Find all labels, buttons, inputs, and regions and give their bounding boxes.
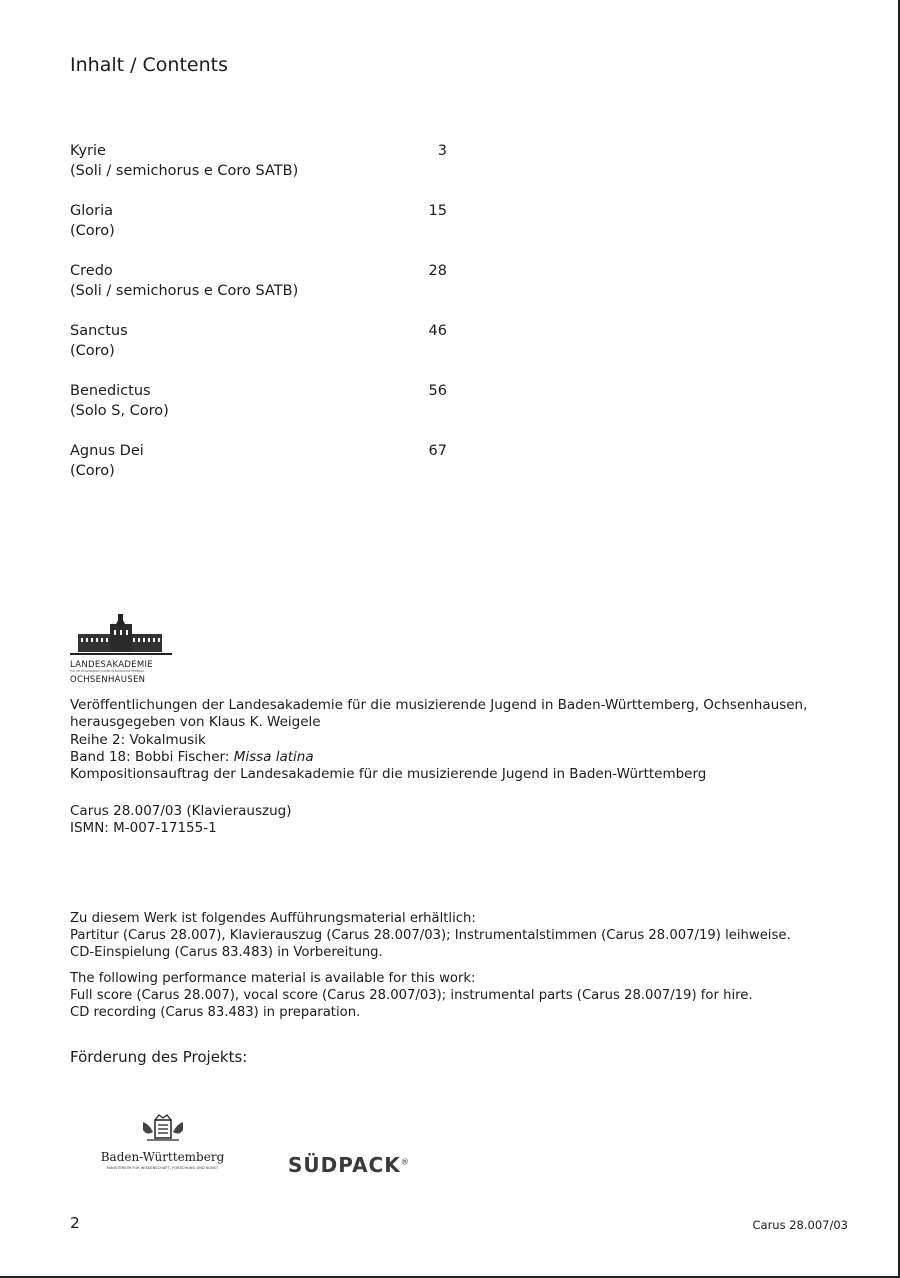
- publication-row: Reihe 2: Vokalmusik: [70, 731, 206, 748]
- material-en-items: Full score (Carus 28.007), vocal score (Carus 28.007/03); instrumental parts (Carus 28.007/19) for hire.: [70, 988, 753, 1003]
- toc-entry-page: 46: [428, 323, 447, 339]
- publication-editor: herausgegeben von Klaus K. Weigele: [70, 714, 321, 731]
- performance-material: [70, 910, 860, 1021]
- toc-entry-title: Benedictus: [70, 383, 151, 399]
- toc-entry-agnus-dei[interactable]: [70, 441, 450, 501]
- toc-entry-scoring: (Soli / semichorus e Coro SATB): [70, 163, 299, 179]
- building-icon: [70, 612, 172, 656]
- carus-number: Carus 28.007/03 (Klavierauszug): [70, 803, 292, 819]
- coat-of-arms-icon: [133, 1114, 193, 1144]
- toc-entry-scoring: (Coro): [70, 223, 115, 239]
- toc-entry-page: 56: [428, 383, 447, 399]
- support-label: Förderung des Projekts:: [70, 1048, 248, 1066]
- ismn-number: ISMN: M-007-17155-1: [70, 820, 217, 837]
- toc-entry-title: Credo: [70, 263, 113, 279]
- toc-entry-title: Sanctus: [70, 323, 128, 339]
- material-de-heading: Zu diesem Werk ist folgendes Aufführungsmaterial erhältlich:: [70, 911, 476, 926]
- toc-entry-page: 28: [428, 263, 447, 279]
- toc-entry-scoring: (Coro): [70, 463, 115, 479]
- bw-logo-name: Baden-Württemberg: [100, 1150, 225, 1164]
- registered-mark: ®: [400, 1157, 410, 1167]
- publication-info: [70, 697, 850, 783]
- footer-catalog-number: Carus 28.007/03: [752, 1218, 848, 1232]
- material-de-items: Partitur (Carus 28.007), Klavierauszug (Carus 28.007/03); Instrumentalstimmen (Carus 28.007/19) leihweise.: [70, 928, 791, 943]
- toc-entry-page: 67: [428, 443, 447, 459]
- work-title: Missa latina: [233, 748, 314, 765]
- toc-entry-sanctus[interactable]: [70, 321, 450, 381]
- toc-entry-page: 3: [437, 143, 447, 159]
- publication-commission: Kompositionsauftrag der Landesakademie für die musizierende Jugend in Baden-Württemberg: [70, 766, 707, 783]
- material-de-cd: CD-Einspielung (Carus 83.483) in Vorbereitung.: [70, 945, 383, 960]
- suedpack-name: SÜDPACK: [288, 1153, 401, 1177]
- material-en-cd: CD recording (Carus 83.483) in preparation.: [70, 1005, 361, 1020]
- toc-entry-title: Agnus Dei: [70, 443, 144, 459]
- table-of-contents: [70, 141, 450, 501]
- logo-tagline: FÜR DIE MUSIZIERENDE JUGEND IN BADEN-WÜRTTEMBERG: [70, 670, 144, 673]
- toc-entry-scoring: (Soli / semichorus e Coro SATB): [70, 283, 299, 299]
- landesakademie-logo: [70, 612, 180, 690]
- toc-entry-kyrie[interactable]: [70, 141, 450, 201]
- toc-entry-page: 15: [428, 203, 447, 219]
- logo-text-ochsenhausen: OCHSENHAUSEN: [70, 675, 146, 685]
- catalog-info: [70, 803, 291, 838]
- baden-wuerttemberg-logo: [70, 1114, 255, 1178]
- toc-entry-scoring: (Solo S, Coro): [70, 403, 169, 419]
- volume-prefix: Band 18: Bobbi Fischer:: [70, 748, 234, 765]
- toc-entry-benedictus[interactable]: [70, 381, 450, 441]
- logo-text-landesakademie: LANDESAKADEMIE: [70, 660, 153, 670]
- bw-logo-ministry: MINISTERIUM FÜR WISSENSCHAFT, FORSCHUNG UND KUNST: [106, 1166, 219, 1170]
- toc-entry-gloria[interactable]: [70, 201, 450, 261]
- toc-entry-credo[interactable]: [70, 261, 450, 321]
- page-number: 2: [70, 1214, 80, 1232]
- publication-volume: [70, 749, 850, 766]
- page-title: Inhalt / Contents: [70, 54, 229, 76]
- toc-entry-title: Kyrie: [70, 143, 106, 159]
- publication-series: Veröffentlichungen der Landesakademie für die musizierende Jugend in Baden-Württemberg, Ochsenhausen,: [70, 697, 808, 713]
- toc-entry-scoring: (Coro): [70, 343, 115, 359]
- toc-entry-title: Gloria: [70, 203, 114, 219]
- suedpack-logo: [288, 1153, 410, 1177]
- material-en-heading: The following performance material is available for this work:: [70, 971, 476, 986]
